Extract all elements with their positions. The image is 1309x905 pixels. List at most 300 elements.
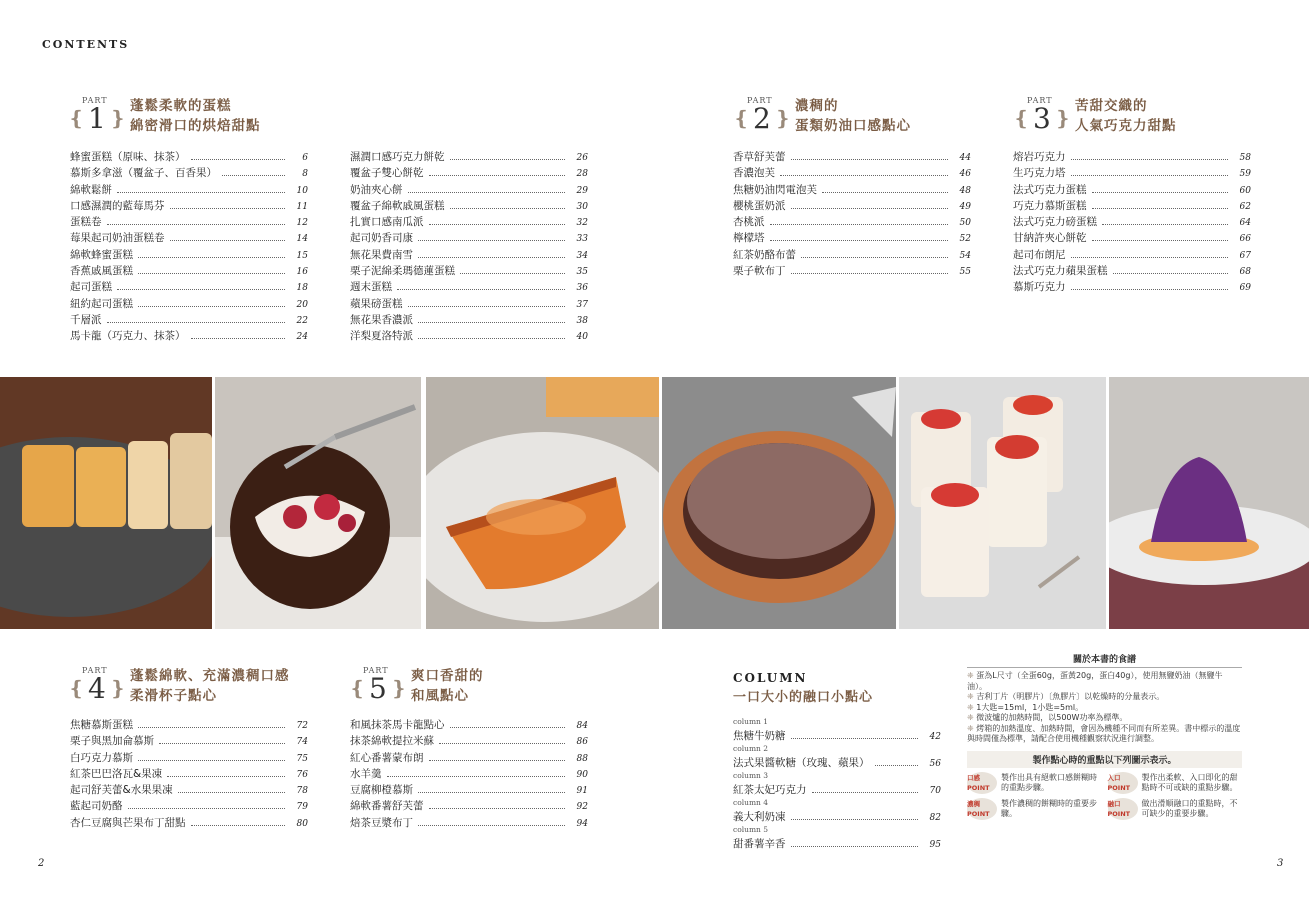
column-number-label: column 3: [733, 771, 769, 780]
ornament-icon: ❵: [109, 676, 126, 700]
toc-entry-title: 抹茶綿軟提拉米蘇: [350, 735, 434, 748]
leader-dots: [222, 175, 285, 176]
toc-entry-page: 59: [1239, 169, 1251, 180]
part-label: PART: [363, 666, 389, 675]
toc-entry-page: 88: [576, 753, 588, 764]
toc-entry: [350, 782, 588, 798]
toc-entry-title: 栗子泥綿柔瑪德蓮蛋糕: [350, 265, 455, 278]
toc-entry-title: 綿軟鬆餅: [70, 183, 112, 196]
leader-dots: [170, 240, 286, 241]
column-entry-title: 紅茶太妃巧克力: [733, 784, 807, 796]
toc-entry-title: 檸檬塔: [733, 232, 765, 245]
toc-part-5: [350, 717, 588, 831]
toc-entry-title: 慕斯巧克力: [1013, 281, 1066, 294]
toc-entry-title: 紐約起司蛋糕: [70, 297, 133, 310]
toc-entry: [733, 263, 971, 279]
leader-dots: [1071, 257, 1229, 258]
column-entry: [733, 755, 941, 771]
toc-entry-page: 79: [296, 802, 308, 813]
toc-entry: [70, 328, 308, 344]
toc-entry-page: 90: [576, 769, 588, 780]
part-number: 1: [88, 102, 106, 135]
toc-entry-title: 覆盆子雙心餅乾: [350, 167, 424, 180]
toc-entry: [350, 263, 588, 279]
part-2-header: [733, 96, 911, 136]
toc-entry-title: 慕斯多拿滋（覆盆子、百香果）: [70, 167, 217, 180]
toc-entry: [70, 750, 308, 766]
toc-entry-title: 起司布朗尼: [1013, 248, 1066, 261]
column-entry-page: 95: [929, 840, 941, 850]
part-title: 濃稠的 蛋類奶油口感點心: [795, 98, 911, 134]
points-grid: [967, 772, 1242, 820]
toc-entry: [70, 782, 308, 798]
toc-entry-page: 34: [576, 250, 588, 261]
toc-entry: [1013, 198, 1251, 214]
leader-dots: [822, 192, 948, 193]
toc-entry-title: 蜂蜜蛋糕（原味、抹茶）: [70, 151, 186, 163]
toc-entry: [350, 247, 588, 263]
toc-entry: [70, 717, 308, 733]
toc-entry-page: 33: [576, 234, 588, 245]
column-list: [733, 717, 941, 852]
toc-entry: [350, 296, 588, 312]
toc-entry: [70, 198, 308, 214]
ornament-icon: ❴: [733, 106, 750, 130]
toc-entry-page: 62: [1239, 201, 1251, 212]
about-note: ❈ 烤箱的加熱溫度、加熱時間，會因為機種不同而有所差異。書中標示的溫度與時間僅為標準，請配合使用機種觀察狀況進行調整。: [967, 724, 1242, 745]
toc-entry-title: 法式巧克力蘋果蛋糕: [1013, 265, 1108, 278]
toc-entry-page: 74: [296, 737, 308, 748]
toc-entry-title: 焦糖慕斯蛋糕: [70, 719, 133, 731]
leader-dots: [138, 727, 285, 728]
toc-entry: [733, 247, 971, 263]
toc-entry: [733, 230, 971, 246]
column-entry-page: 42: [929, 732, 941, 742]
toc-entry: [70, 733, 308, 749]
part-badge: [349, 666, 407, 706]
toc-entry-page: 52: [959, 234, 971, 245]
point-badge-icon: 入口POINT: [1108, 772, 1138, 794]
part-number: 4: [88, 672, 106, 705]
part-title: 蓬鬆柔軟的蛋糕 綿密滑口的烘焙甜點: [130, 98, 261, 134]
toc-entry-page: 58: [1239, 153, 1251, 163]
ornament-icon: ❵: [774, 106, 791, 130]
toc-entry-page: 68: [1239, 267, 1251, 278]
toc-entry: [350, 230, 588, 246]
leader-dots: [1092, 208, 1229, 209]
leader-dots: [770, 240, 949, 241]
toc-entry-title: 週末蛋糕: [350, 281, 392, 294]
toc-entry: [70, 149, 308, 165]
column-entry-page: 70: [929, 786, 941, 796]
leader-dots: [791, 846, 919, 847]
leader-dots: [1092, 192, 1229, 193]
toc-entry-page: 69: [1239, 283, 1251, 294]
toc-entry-title: 香草舒芙蕾: [733, 151, 786, 163]
toc-entry-page: 92: [576, 802, 588, 813]
about-note: ❈ 吉利丁片（明膠片）〔魚膠片〕以乾燥時的分量表示。: [967, 692, 1242, 703]
leader-dots: [429, 760, 566, 761]
toc-entry-page: 78: [296, 786, 308, 797]
about-notes: [967, 671, 1242, 745]
toc-entry: [350, 815, 588, 831]
toc-entry: [1013, 263, 1251, 279]
toc-entry: [733, 182, 971, 198]
toc-entry-title: 起司蛋糕: [70, 281, 112, 294]
about-title: 關於本書的食譜: [967, 652, 1242, 668]
point-text: 製作出柔軟、入口即化的甜點時不可或缺的重點步驟。: [1141, 772, 1238, 792]
point-item: [1108, 772, 1243, 794]
leader-dots: [1071, 159, 1229, 160]
toc-entry-page: 86: [576, 737, 588, 748]
toc-entry-page: 32: [576, 218, 588, 229]
toc-entry-title: 綿軟蜂蜜蛋糕: [70, 248, 133, 261]
toc-entry-page: 46: [959, 169, 971, 180]
toc-entry-page: 8: [302, 169, 308, 180]
toc-entry-page: 50: [959, 218, 971, 229]
column-subtitle: 一口大小的融口小點心: [733, 690, 874, 705]
toc-entry: [1013, 279, 1251, 295]
toc-entry-title: 綿軟番薯舒芙蕾: [350, 800, 424, 813]
toc-entry: [733, 165, 971, 181]
point-badge-icon: 濃稠POINT: [967, 798, 997, 820]
leader-dots: [429, 808, 566, 809]
leader-dots: [117, 289, 285, 290]
leader-dots: [791, 208, 949, 209]
leader-dots: [191, 825, 286, 826]
toc-entry: [1013, 247, 1251, 263]
part-1-header: [68, 96, 261, 136]
photo-cheese-tart: [426, 377, 659, 629]
part-label: PART: [82, 666, 108, 675]
column-entry: [733, 836, 941, 852]
toc-entry-page: 67: [1239, 250, 1251, 261]
ornament-icon: ❵: [390, 676, 407, 700]
toc-entry-title: 櫻桃蛋奶派: [733, 199, 786, 212]
part-badge: [68, 666, 126, 706]
toc-entry: [70, 230, 308, 246]
leader-dots: [812, 792, 919, 793]
toc-entry-page: 54: [959, 250, 971, 261]
toc-entry-title: 紅茶奶酪布蕾: [733, 248, 796, 261]
toc-entry-title: 甘納許夾心餅乾: [1013, 232, 1087, 245]
toc-entry-title: 奶油夾心餅: [350, 183, 403, 196]
toc-entry-title: 杏仁豆腐與芒果布丁甜點: [70, 816, 186, 829]
about-note: ❈ 蛋為L尺寸（全蛋60g，蛋黃20g，蛋白40g），使用無鹽奶油（無鹽牛油）。: [967, 671, 1242, 692]
part-title: 苦甜交織的 人氣巧克力甜點: [1075, 98, 1177, 134]
toc-entry: [70, 798, 308, 814]
toc-entry-page: 11: [296, 201, 308, 212]
leader-dots: [418, 240, 565, 241]
leader-dots: [791, 273, 949, 274]
leader-dots: [429, 175, 566, 176]
leader-dots: [450, 727, 566, 728]
leader-dots: [107, 322, 286, 323]
leader-dots: [791, 819, 919, 820]
toc-entry-title: 紅心番薯蒙布朗: [350, 751, 424, 764]
toc-entry-title: 和風抹茶馬卡龍點心: [350, 719, 445, 731]
column-title: COLUMN: [733, 671, 808, 685]
leader-dots: [138, 257, 285, 258]
column-entry: [733, 782, 941, 798]
toc-entry-page: 38: [576, 315, 588, 326]
column-entry-title: 甜番薯辛香: [733, 838, 786, 850]
photo-chocolate-cake: [662, 377, 896, 629]
point-text: 做出滑順融口的重點時，不可缺少的重要步驟。: [1141, 798, 1238, 818]
photo-panna-cotta: [899, 377, 1106, 629]
ornament-icon: ❴: [68, 106, 85, 130]
point-item: [967, 772, 1102, 794]
part-number: 5: [369, 672, 387, 705]
toc-entry-title: 生巧克力塔: [1013, 167, 1066, 180]
toc-entry: [350, 149, 588, 165]
toc-entry-title: 起司舒芙蕾&水果果凍: [70, 784, 173, 797]
toc-entry-page: 28: [576, 169, 588, 180]
part-badge: [733, 96, 791, 136]
toc-entry-title: 蛋糕卷: [70, 216, 102, 229]
toc-entry: [70, 279, 308, 295]
leader-dots: [128, 808, 286, 809]
column-entry-page: 56: [929, 759, 941, 769]
toc-part-4: [70, 717, 308, 831]
leader-dots: [791, 159, 949, 160]
leader-dots: [167, 776, 285, 777]
toc-entry-title: 焙茶豆漿布丁: [350, 816, 413, 829]
part-label: PART: [82, 96, 108, 105]
toc-entry: [70, 815, 308, 831]
ornament-icon: ❴: [68, 676, 85, 700]
toc-entry-page: 44: [959, 153, 971, 163]
toc-entry-title: 栗子與黑加侖慕斯: [70, 735, 154, 748]
leader-dots: [170, 208, 286, 209]
toc-entry: [350, 198, 588, 214]
toc-entry-page: 14: [296, 234, 308, 245]
toc-entry: [350, 214, 588, 230]
toc-entry-page: 84: [576, 721, 588, 731]
toc-part-3: [1013, 149, 1251, 296]
toc-entry: [1013, 149, 1251, 165]
toc-entry: [70, 263, 308, 279]
page-number-right: 3: [1277, 858, 1284, 869]
point-text: 製作出具有絕軟口感餅糊時的重點步驟。: [1001, 772, 1097, 792]
photo-mont-blanc: [1109, 377, 1309, 629]
toc-entry-page: 29: [576, 185, 588, 196]
photo-roll-cake: [215, 377, 421, 629]
toc-entry-page: 37: [576, 299, 588, 310]
toc-entry-page: 40: [576, 332, 588, 343]
toc-entry-page: 6: [302, 153, 308, 163]
toc-entry-page: 35: [576, 267, 588, 278]
toc-entry: [70, 312, 308, 328]
toc-entry-title: 熔岩巧克力: [1013, 151, 1066, 163]
toc-entry-page: 80: [296, 818, 308, 829]
leader-dots: [1102, 224, 1228, 225]
leader-dots: [138, 760, 285, 761]
toc-entry-title: 濕潤口感巧克力餅乾: [350, 151, 445, 163]
toc-entry-page: 91: [576, 786, 588, 797]
toc-entry-page: 16: [296, 267, 308, 278]
toc-entry-title: 千層派: [70, 313, 102, 326]
column-number-label: column 1: [733, 717, 769, 726]
toc-entry-title: 覆盆子綿軟戚風蛋糕: [350, 199, 445, 212]
leader-dots: [107, 224, 286, 225]
toc-entry-page: 64: [1239, 218, 1251, 229]
toc-entry-title: 栗子軟布丁: [733, 265, 786, 278]
part-label: PART: [1027, 96, 1053, 105]
toc-entry-title: 馬卡龍（巧克力、抹茶）: [70, 330, 186, 343]
ornament-icon: ❵: [109, 106, 126, 130]
toc-entry-title: 豆腐柳橙慕斯: [350, 784, 413, 797]
toc-entry-title: 口感濕潤的藍莓馬芬: [70, 199, 165, 212]
toc-entry-title: 無花果費南雪: [350, 248, 413, 261]
toc-entry-page: 75: [296, 753, 308, 764]
part-badge: [1013, 96, 1071, 136]
leader-dots: [191, 159, 286, 160]
toc-entry-title: 香蕉戚風蛋糕: [70, 265, 133, 278]
contents-heading: CONTENTS: [42, 38, 130, 51]
leader-dots: [397, 289, 565, 290]
leader-dots: [791, 738, 919, 739]
leader-dots: [429, 224, 566, 225]
leader-dots: [159, 743, 285, 744]
ornament-icon: ❵: [1054, 106, 1071, 130]
part-label: PART: [747, 96, 773, 105]
toc-entry-page: 15: [296, 250, 308, 261]
point-badge-icon: 融口POINT: [1108, 798, 1138, 820]
toc-entry-page: 48: [959, 185, 971, 196]
point-item: [1108, 798, 1243, 820]
part-number: 2: [753, 102, 771, 135]
toc-entry-page: 76: [296, 769, 308, 780]
toc-entry-page: 30: [576, 201, 588, 212]
toc-entry: [1013, 182, 1251, 198]
part-title: 爽口香甜的 和風點心: [411, 668, 484, 704]
column-entry-title: 法式果醬軟糖（玫瑰、蘋果）: [733, 757, 870, 769]
about-recipes-box: [967, 652, 1242, 820]
toc-entry: [70, 766, 308, 782]
toc-entry-page: 26: [576, 153, 588, 163]
toc-entry-title: 香濃泡芙: [733, 167, 775, 180]
toc-entry-page: 94: [576, 818, 588, 829]
column-entry-title: 義大利奶凍: [733, 811, 786, 823]
leader-dots: [450, 159, 566, 160]
toc-part-1a: [70, 149, 308, 345]
leader-dots: [418, 322, 565, 323]
toc-entry-title: 紅茶巴巴洛瓦&果凍: [70, 767, 163, 780]
toc-entry-title: 焦糖奶油閃電泡芙: [733, 183, 817, 196]
toc-entry-title: 洋梨夏洛特派: [350, 330, 413, 343]
leader-dots: [439, 743, 565, 744]
ornament-icon: ❴: [349, 676, 366, 700]
points-title: 製作點心時的重點以下列圖示表示。: [967, 751, 1242, 768]
leader-dots: [178, 792, 285, 793]
toc-entry: [350, 798, 588, 814]
column-entry-page: 82: [929, 813, 941, 823]
leader-dots: [460, 273, 565, 274]
leader-dots: [1071, 175, 1229, 176]
photo-sponge-cake: [0, 377, 212, 629]
toc-entry-title: 起司奶香司康: [350, 232, 413, 245]
leader-dots: [138, 306, 285, 307]
toc-entry-page: 55: [959, 267, 971, 278]
leader-dots: [408, 306, 566, 307]
toc-part-2: [733, 149, 971, 279]
toc-entry: [733, 214, 971, 230]
leader-dots: [770, 224, 949, 225]
toc-entry: [350, 312, 588, 328]
toc-entry: [70, 247, 308, 263]
toc-part-1b: [350, 149, 588, 345]
leader-dots: [1092, 240, 1229, 241]
toc-entry-title: 扎實口感南瓜派: [350, 216, 424, 229]
toc-entry: [70, 214, 308, 230]
toc-entry: [70, 165, 308, 181]
ornament-icon: ❴: [1013, 106, 1030, 130]
toc-entry-page: 60: [1239, 185, 1251, 196]
leader-dots: [418, 257, 565, 258]
toc-entry: [70, 296, 308, 312]
toc-entry-title: 無花果香濃派: [350, 313, 413, 326]
part-3-header: [1013, 96, 1177, 136]
column-entry: [733, 728, 941, 744]
part-badge: [68, 96, 126, 136]
toc-entry-title: 水羊羹: [350, 767, 382, 780]
leader-dots: [418, 792, 565, 793]
part-4-header: [68, 666, 290, 706]
toc-entry-title: 莓果起司奶油蛋糕卷: [70, 232, 165, 245]
toc-entry: [350, 328, 588, 344]
toc-entry: [350, 279, 588, 295]
toc-entry: [1013, 214, 1251, 230]
leader-dots: [450, 208, 566, 209]
toc-entry-title: 巧克力慕斯蛋糕: [1013, 199, 1087, 212]
part-number: 3: [1033, 102, 1051, 135]
leader-dots: [780, 175, 948, 176]
column-number-label: column 4: [733, 798, 769, 807]
part-title: 蓬鬆綿軟、充滿濃稠口感 柔滑杯子點心: [130, 668, 290, 704]
toc-entry-page: 49: [959, 201, 971, 212]
toc-entry-page: 10: [296, 185, 308, 196]
point-badge-icon: 口感POINT: [967, 772, 997, 794]
toc-entry: [733, 149, 971, 165]
leader-dots: [418, 338, 565, 339]
page-number-left: 2: [38, 858, 45, 869]
toc-entry: [350, 733, 588, 749]
toc-entry-page: 36: [576, 283, 588, 294]
column-entry: [733, 809, 941, 825]
toc-entry-page: 12: [296, 218, 308, 229]
leader-dots: [1071, 289, 1229, 290]
column-entry-title: 焦糖牛奶糖: [733, 730, 786, 742]
toc-entry: [350, 165, 588, 181]
leader-dots: [418, 825, 565, 826]
leader-dots: [117, 192, 285, 193]
toc-entry: [733, 198, 971, 214]
toc-entry-page: 66: [1239, 234, 1251, 245]
leader-dots: [408, 192, 566, 193]
toc-entry-title: 藍起司奶酪: [70, 800, 123, 813]
toc-entry-page: 18: [296, 283, 308, 294]
toc-entry-page: 24: [296, 332, 308, 343]
toc-entry-page: 20: [296, 299, 308, 310]
toc-entry-page: 72: [296, 721, 308, 731]
leader-dots: [387, 776, 566, 777]
toc-entry: [1013, 165, 1251, 181]
leader-dots: [138, 273, 285, 274]
toc-entry-title: 蘋果磅蛋糕: [350, 297, 403, 310]
leader-dots: [191, 338, 286, 339]
toc-entry: [350, 182, 588, 198]
